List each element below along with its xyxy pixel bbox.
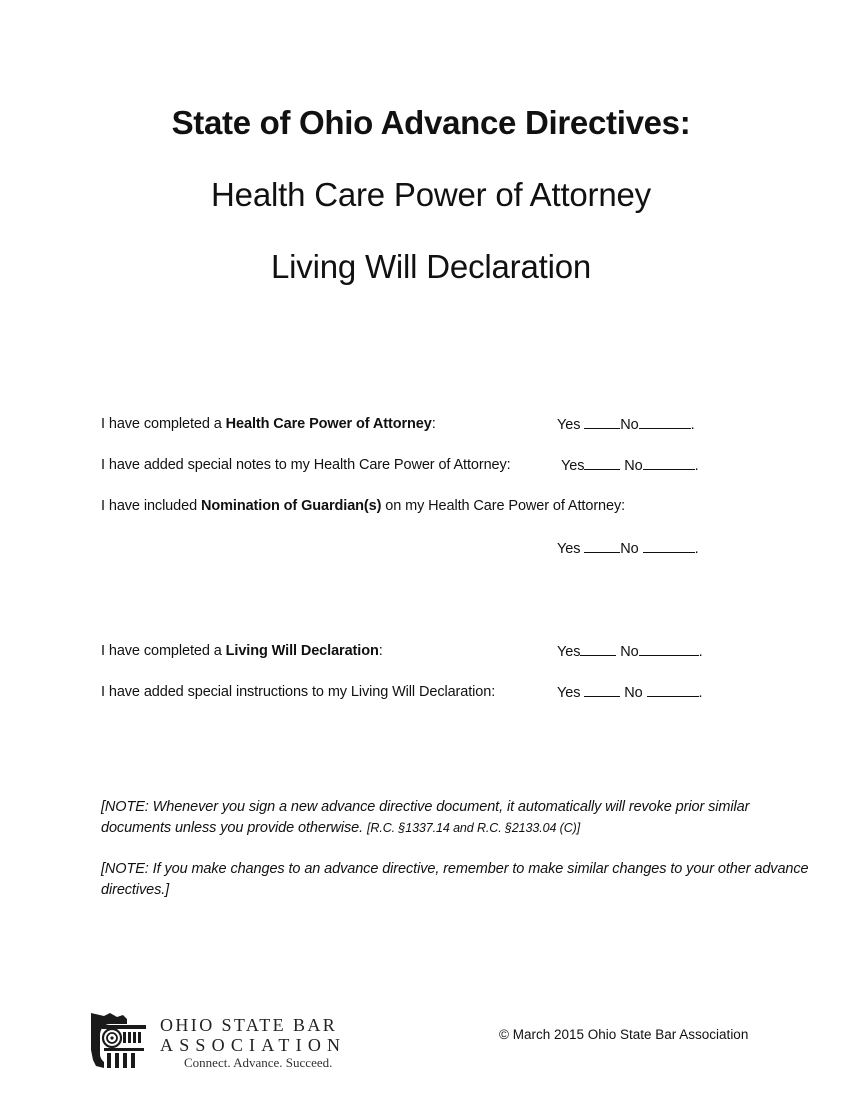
document-title: State of Ohio Advance Directives: (171, 104, 691, 141)
no-blank[interactable] (643, 540, 695, 553)
no-blank[interactable] (643, 457, 695, 470)
yes-no-field-lwd-instructions (557, 684, 702, 701)
checklist-hcpoa-notes (101, 457, 511, 473)
copyright-notice: © March 2015 Ohio State Bar Association (499, 1027, 749, 1042)
yes-label: Yes (561, 458, 585, 474)
logo-line-1: OHIO STATE BAR (160, 1015, 338, 1035)
yes-no-field-hcpoa-completed (557, 416, 695, 433)
note-changes (101, 859, 821, 901)
checklist-bold-term: Living Will Declaration (225, 643, 379, 659)
yes-blank[interactable] (584, 457, 620, 470)
yes-blank[interactable] (584, 540, 620, 553)
yes-no-field-hcpoa-notes (561, 457, 699, 474)
logo-tagline: Connect. Advance. Succeed. (184, 1055, 333, 1070)
ohio-state-bar-logo (90, 1010, 360, 1072)
yes-blank[interactable] (584, 416, 620, 429)
period: . (690, 417, 695, 433)
checklist-lwd-completed (101, 643, 383, 659)
logo-line-2: ASSOCIATION (160, 1035, 347, 1055)
logo-wordmark (160, 1015, 346, 1071)
yes-blank[interactable] (580, 643, 616, 656)
no-blank[interactable] (639, 416, 691, 429)
yes-no-field-lwd-completed (557, 643, 703, 660)
ohio-column-logo-icon (90, 1010, 148, 1070)
yes-label: Yes (557, 417, 585, 433)
checklist-guardian (101, 498, 625, 514)
period: . (694, 541, 699, 557)
period: . (694, 458, 699, 474)
checklist-text: : (378, 643, 383, 659)
checklist-text: I have completed a (101, 643, 226, 659)
checklist-hcpoa-completed (101, 416, 436, 432)
checklist-text: I have added special notes to my Health Care Power of Attorney: (101, 457, 511, 473)
no-label: No (616, 644, 639, 660)
no-label: No (620, 458, 643, 474)
document-subtitle-lwd: Living Will Declaration (270, 248, 592, 285)
checklist-bold-term: Nomination of Guardian(s) (200, 498, 382, 514)
checklist-text: on my Health Care Power of Attorney: (381, 498, 626, 514)
checklist-lwd-instructions (101, 684, 495, 700)
document-subtitle-hcpoa: Health Care Power of Attorney (211, 176, 651, 213)
yes-blank[interactable] (584, 684, 620, 697)
no-label: No (620, 417, 639, 433)
no-blank[interactable] (639, 643, 699, 656)
note-revocation (101, 797, 821, 839)
no-label: No (620, 685, 647, 701)
no-blank[interactable] (647, 684, 699, 697)
checklist-bold-term: Health Care Power of Attorney (225, 416, 432, 432)
note-citation: [R.C. §1337.14 and R.C. §2133.04 (C)] (367, 821, 581, 835)
no-label: No (620, 541, 643, 557)
note-text: [NOTE: If you make changes to an advance directive, remember to make similar changes to your other advance directives.] (101, 861, 809, 898)
note-text: [NOTE: Whenever you sign a new advance directive document, it automatically will revoke prior similar documents unless you provide otherwise. (101, 799, 750, 836)
checklist-text: : (431, 416, 436, 432)
checklist-text: I have added special instructions to my Living Will Declaration: (101, 684, 496, 700)
yes-no-field-guardian (557, 540, 699, 557)
period: . (698, 685, 703, 701)
yes-label: Yes (557, 644, 581, 660)
period: . (698, 644, 703, 660)
checklist-text: I have included (101, 498, 201, 514)
yes-label: Yes (557, 685, 585, 701)
checklist-text: I have completed a (101, 416, 226, 432)
yes-label: Yes (557, 541, 585, 557)
